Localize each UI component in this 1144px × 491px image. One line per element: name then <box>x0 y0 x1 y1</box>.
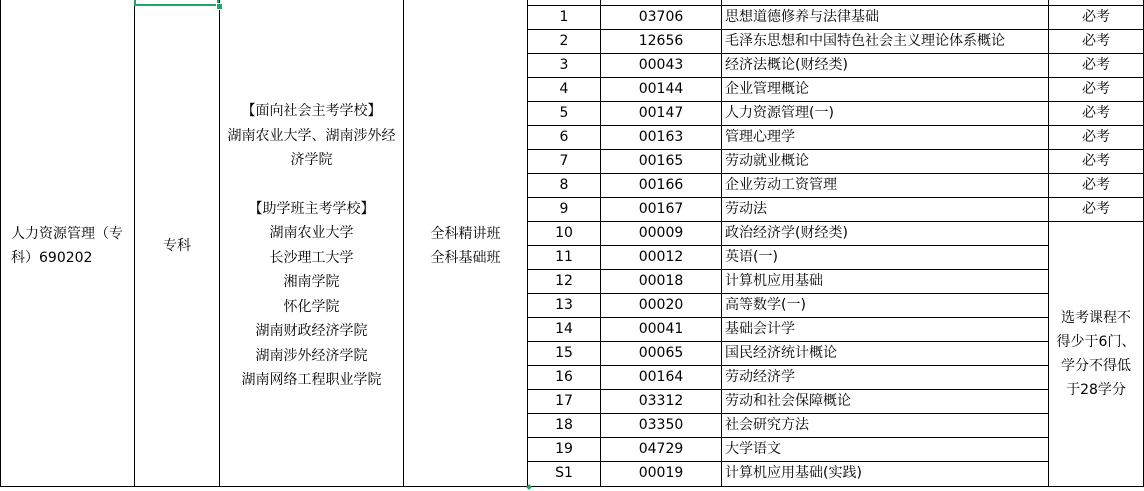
course-name-cell[interactable]: 劳动经济学 <box>725 369 795 385</box>
elective-note-line: 于28学分 <box>1066 382 1126 398</box>
course-code-cell[interactable]: 00012 <box>638 249 684 265</box>
course-name-cell[interactable]: 政治经济学(财经类) <box>725 225 848 241</box>
course-code-cell[interactable]: 03312 <box>638 393 684 409</box>
course-name-cell[interactable]: 高等数学(一) <box>725 297 806 313</box>
fill-handle[interactable] <box>216 3 223 10</box>
school-line: 湖南财政经济学院 <box>255 323 368 340</box>
course-seq-cell[interactable]: 4 <box>559 81 569 97</box>
major-cell[interactable] <box>1 6 134 486</box>
course-code-cell[interactable]: 03706 <box>638 9 684 25</box>
course-seq-cell[interactable]: 13 <box>555 297 573 313</box>
course-seq-cell[interactable]: 1 <box>559 9 569 25</box>
course-name-cell[interactable]: 毛泽东思想和中国特色社会主义理论体系概论 <box>725 33 1005 49</box>
course-name-cell[interactable]: 劳动和社会保障概论 <box>725 393 851 409</box>
required-cell[interactable]: 必考 <box>1082 81 1110 97</box>
course-name-cell[interactable]: 劳动就业概论 <box>725 153 809 169</box>
course-seq-cell[interactable]: 19 <box>555 441 573 457</box>
course-name-cell[interactable]: 社会研究方法 <box>725 417 809 433</box>
course-name-cell[interactable]: 英语(一) <box>725 249 778 265</box>
elective-note-line: 得少于6门、 <box>1056 334 1136 350</box>
course-code-cell[interactable]: 00018 <box>638 273 684 289</box>
course-seq-cell[interactable]: 18 <box>555 417 573 433</box>
grid-line <box>0 486 1144 487</box>
school-line: 湖南农业大学 <box>269 225 354 242</box>
course-code-cell[interactable]: 00065 <box>638 345 684 361</box>
major-name-line: 人力资源管理（专 <box>11 226 123 242</box>
course-name-cell[interactable]: 人力资源管理(一) <box>725 105 834 121</box>
course-code-cell[interactable]: 03350 <box>638 417 684 433</box>
schools-cell[interactable] <box>220 6 403 486</box>
course-code-cell[interactable]: 04729 <box>638 441 684 457</box>
course-code-cell[interactable]: 00163 <box>638 129 684 145</box>
required-cell[interactable]: 必考 <box>1082 57 1110 73</box>
course-code-cell[interactable]: 00167 <box>638 201 684 217</box>
course-seq-cell[interactable]: 11 <box>555 249 573 265</box>
class-type-line: 全科精讲班 <box>430 225 501 242</box>
course-code-cell[interactable]: 00147 <box>638 105 684 121</box>
required-cell[interactable]: 必考 <box>1082 201 1110 217</box>
course-seq-cell[interactable]: 16 <box>555 369 573 385</box>
school-line: 【助学班主考学校】 <box>248 200 375 217</box>
level-text: 专科 <box>163 237 191 254</box>
course-name-cell[interactable]: 基础会计学 <box>725 321 795 337</box>
course-seq-cell[interactable]: S1 <box>555 465 573 481</box>
school-line: 湖南农业大学、湖南涉外经 <box>227 127 396 144</box>
course-seq-cell[interactable]: 12 <box>555 273 573 289</box>
required-cell[interactable]: 必考 <box>1082 33 1110 49</box>
course-seq-cell[interactable]: 8 <box>559 177 569 193</box>
course-seq-cell[interactable]: 10 <box>555 225 573 241</box>
elective-note-line: 选考课程不 <box>1061 310 1131 326</box>
course-name-cell[interactable]: 企业管理概论 <box>725 81 809 97</box>
course-code-cell[interactable]: 00144 <box>638 81 684 97</box>
school-line: 湖南涉外经济学院 <box>255 347 368 364</box>
course-name-cell[interactable]: 经济法概论(财经类) <box>725 57 848 73</box>
level-cell[interactable] <box>135 6 219 486</box>
course-seq-cell[interactable]: 7 <box>559 153 569 169</box>
elective-note-line: 学分不得低 <box>1061 358 1131 374</box>
course-seq-cell[interactable]: 9 <box>559 201 569 217</box>
school-line: 湖南网络工程职业学院 <box>241 372 382 389</box>
course-name-cell[interactable]: 计算机应用基础 <box>725 273 823 289</box>
course-code-cell[interactable]: 00020 <box>638 297 684 313</box>
course-name-cell[interactable]: 企业劳动工资管理 <box>725 177 837 193</box>
course-code-cell[interactable]: 00041 <box>638 321 684 337</box>
course-seq-cell[interactable]: 5 <box>559 105 569 121</box>
class-type-cell[interactable] <box>404 6 527 486</box>
class-type-line: 全科基础班 <box>430 250 501 266</box>
course-code-cell[interactable]: 00043 <box>638 57 684 73</box>
course-name-cell[interactable]: 大学语文 <box>725 441 781 457</box>
course-name-cell[interactable]: 思想道德修养与法律基础 <box>725 9 879 25</box>
course-code-cell[interactable]: 00165 <box>638 153 684 169</box>
school-line: 【面向社会主考学校】 <box>241 103 382 120</box>
school-line: 怀化学院 <box>283 298 340 315</box>
course-code-cell[interactable]: 00164 <box>638 369 684 385</box>
course-seq-cell[interactable]: 2 <box>559 33 569 49</box>
elective-note-cell[interactable] <box>1049 222 1143 486</box>
selected-cell-outline[interactable] <box>134 0 219 6</box>
school-line: 长沙理工大学 <box>269 249 354 266</box>
required-cell[interactable]: 必考 <box>1082 177 1110 193</box>
course-seq-cell[interactable]: 15 <box>555 345 573 361</box>
school-line: 湘南学院 <box>283 274 340 291</box>
course-code-cell[interactable]: 00009 <box>638 225 684 241</box>
course-code-cell[interactable]: 00166 <box>638 177 684 193</box>
course-code-cell[interactable]: 00019 <box>638 465 684 481</box>
required-cell[interactable]: 必考 <box>1082 129 1110 145</box>
course-name-cell[interactable]: 计算机应用基础(实践) <box>725 465 862 481</box>
course-code-cell[interactable]: 12656 <box>638 33 684 49</box>
course-seq-cell[interactable]: 3 <box>559 57 569 73</box>
major-code-line: 科）690202 <box>11 250 93 266</box>
required-cell[interactable]: 必考 <box>1082 153 1110 169</box>
course-name-cell[interactable]: 劳动法 <box>725 201 767 217</box>
course-seq-cell[interactable]: 6 <box>559 129 569 145</box>
course-name-cell[interactable]: 管理心理学 <box>725 129 795 145</box>
course-seq-cell[interactable]: 14 <box>555 321 573 337</box>
required-cell[interactable]: 必考 <box>1082 9 1110 25</box>
school-line: 济学院 <box>290 152 333 169</box>
course-seq-cell[interactable]: 17 <box>555 393 573 409</box>
required-cell[interactable]: 必考 <box>1082 105 1110 121</box>
course-name-cell[interactable]: 国民经济统计概论 <box>725 345 837 361</box>
